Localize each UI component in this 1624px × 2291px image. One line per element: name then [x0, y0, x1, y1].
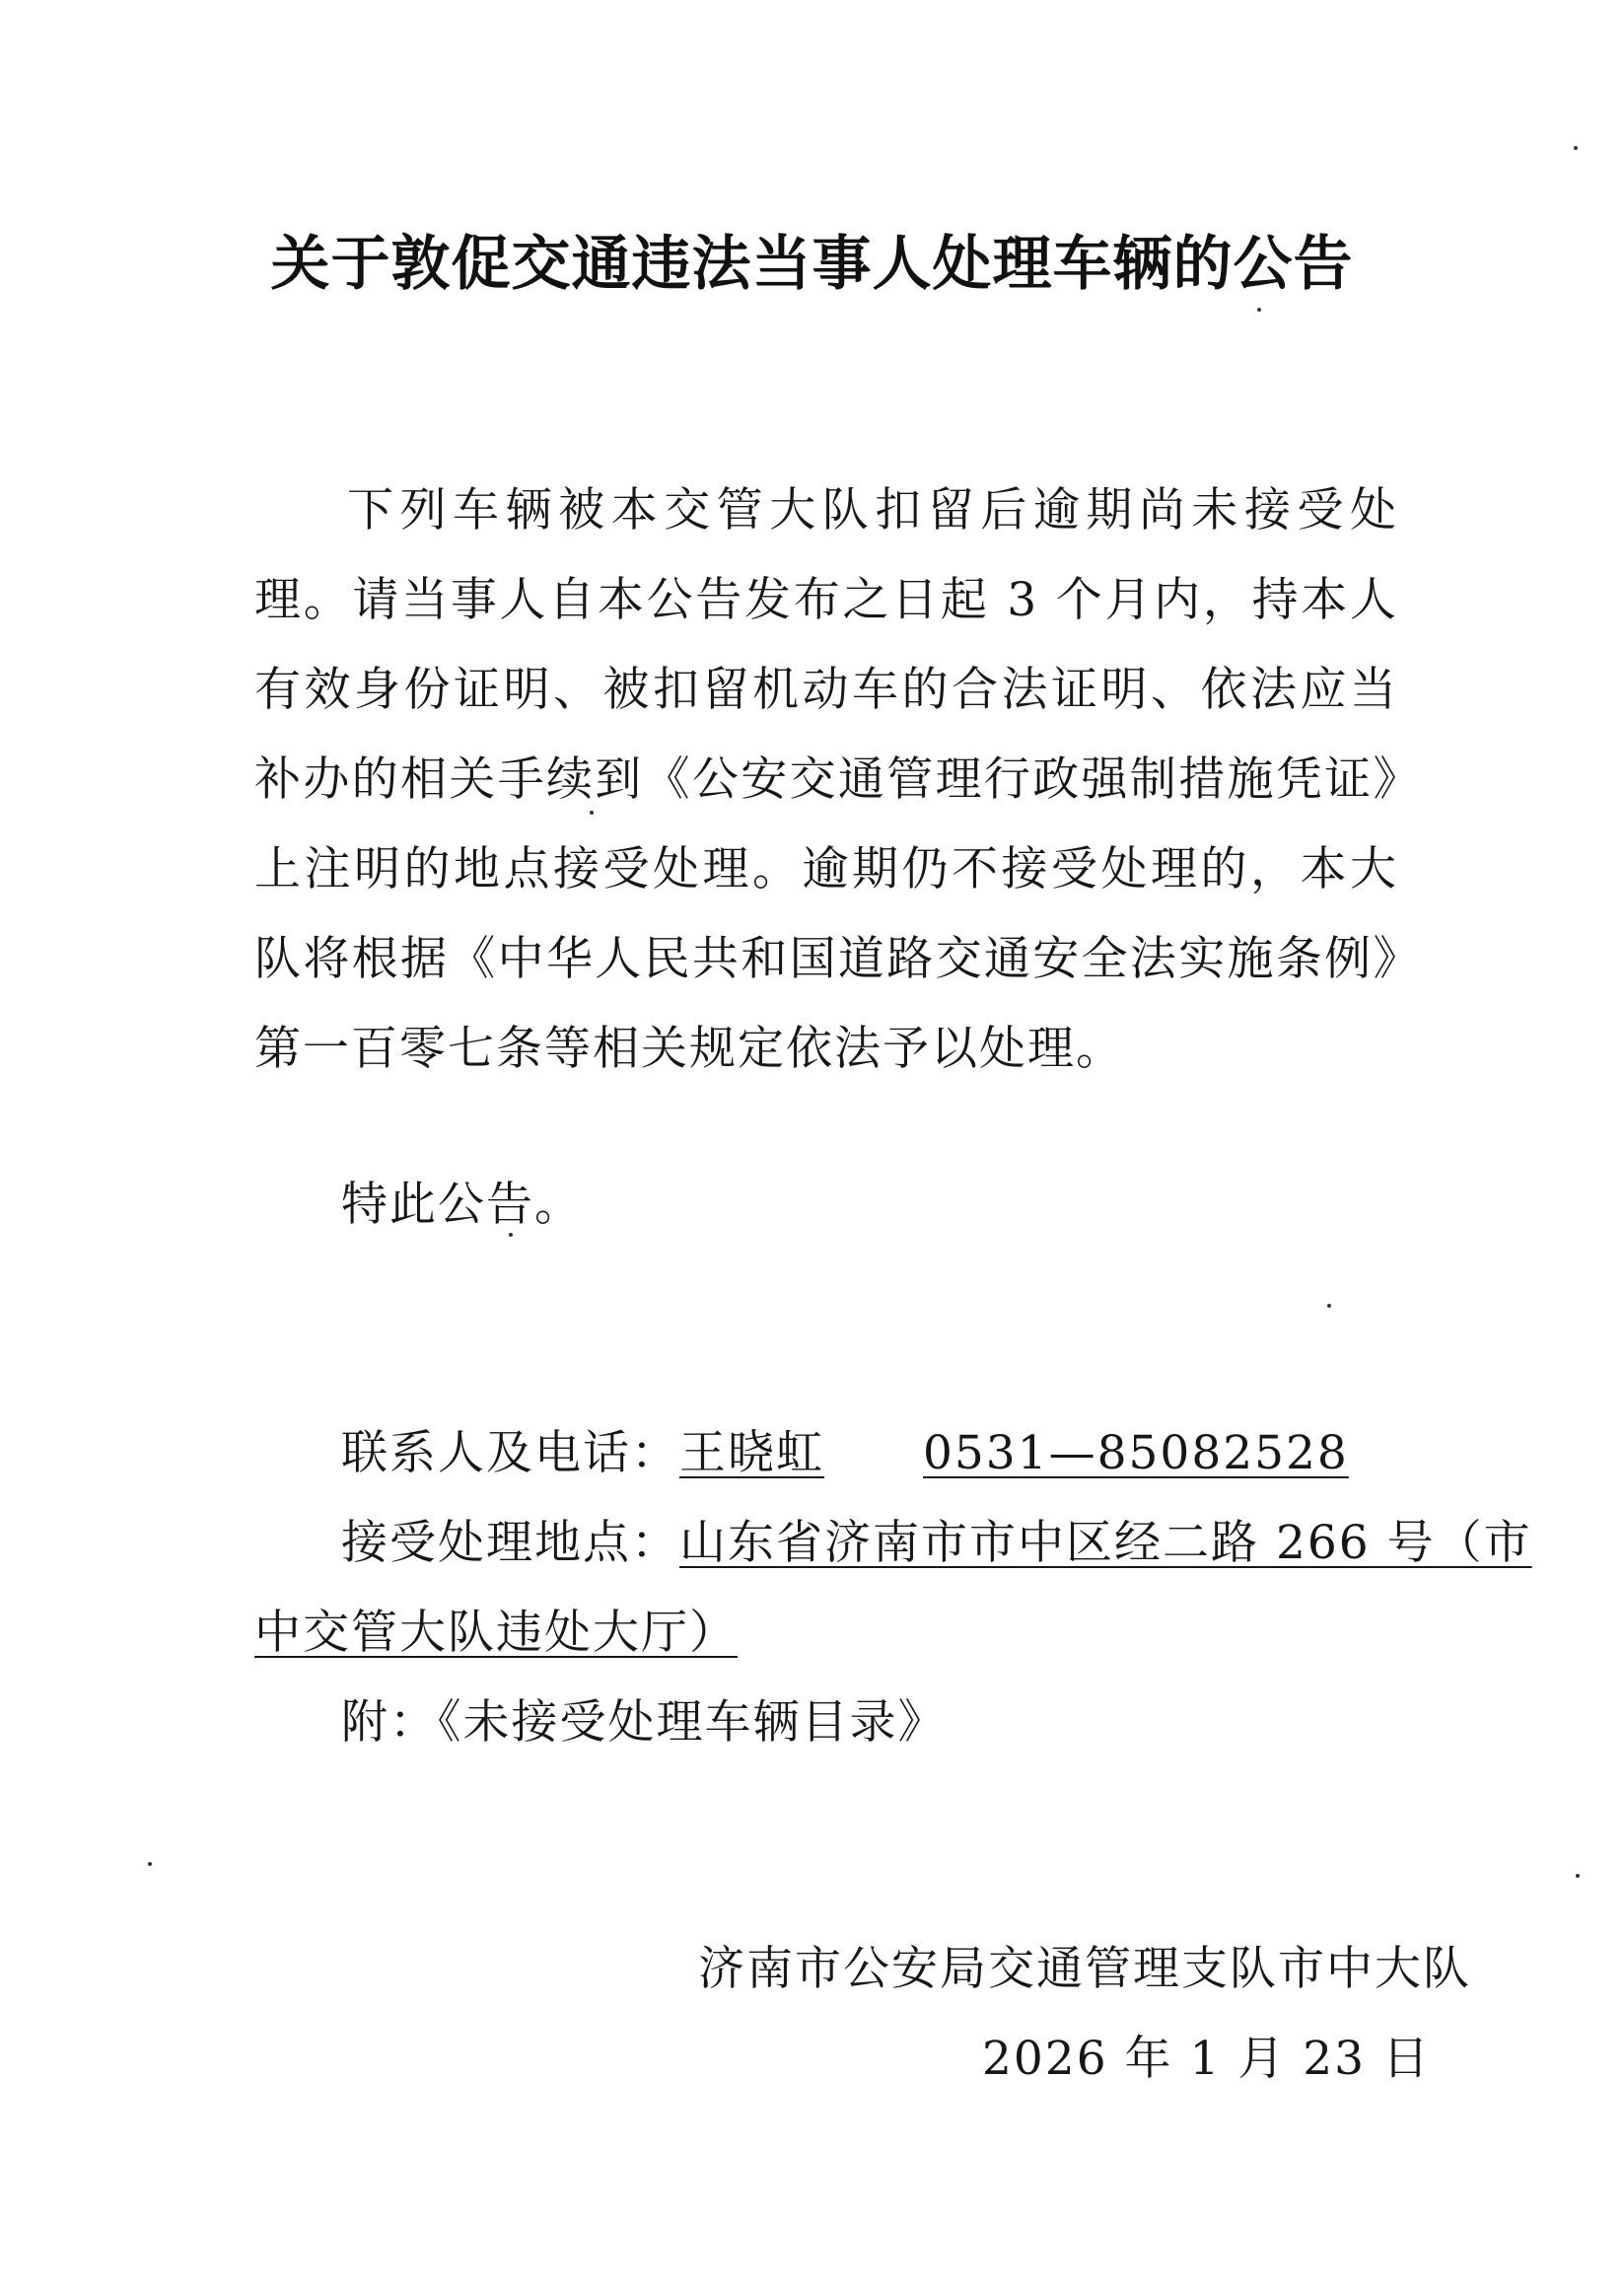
location-address-line1: 山东省济南市市中区经二路 266 号（市	[679, 1516, 1532, 1570]
scan-speck	[1327, 1304, 1331, 1308]
notice-paragraph: 下列车辆被本交管大队扣留后逾期尚未接受处理。请当事人自本公告发布之日起 3 个月内，持本人有效身份证明、被扣留机动车的合法证明、依法应当补办的相关手续到《公安交通管理行政强制措施凭证》上注明的地点接受处理。逾期仍不接受处理的，本大队将根据《中华人民共和国道路交通安全法实施条例》第一百零七条等相关规定依法予以处理。	[254, 483, 1398, 1076]
location-line-2	[254, 1604, 738, 1663]
contact-name: 王晓虹	[679, 1426, 824, 1480]
location-address-line2: 中交管大队违处大厅）	[254, 1606, 738, 1660]
contact-label: 联系人及电话：	[341, 1426, 679, 1480]
location-line	[341, 1514, 1532, 1573]
document-title: 关于敦促交通违法当事人处理车辆的公告	[270, 230, 1354, 299]
location-label: 接受处理地点：	[341, 1516, 679, 1570]
closing-text: 特此公告。	[341, 1178, 583, 1232]
contact-line	[341, 1424, 1349, 1483]
scan-speck	[1257, 308, 1261, 312]
attachment-text: 附：《未接受处理车辆目录》	[341, 1695, 947, 1750]
scan-speck	[148, 1862, 152, 1866]
contact-info	[679, 1426, 1349, 1480]
issuer-name: 济南市公安局交通管理支队市中大队	[698, 1942, 1471, 1996]
issue-date: 2026 年 1 月 23 日	[982, 2032, 1432, 2086]
scan-speck	[1576, 1874, 1580, 1878]
scan-speck	[590, 811, 594, 815]
scan-speck	[1574, 146, 1578, 150]
scan-speck	[509, 1233, 513, 1237]
contact-phone: 0531—85082528	[923, 1426, 1349, 1480]
